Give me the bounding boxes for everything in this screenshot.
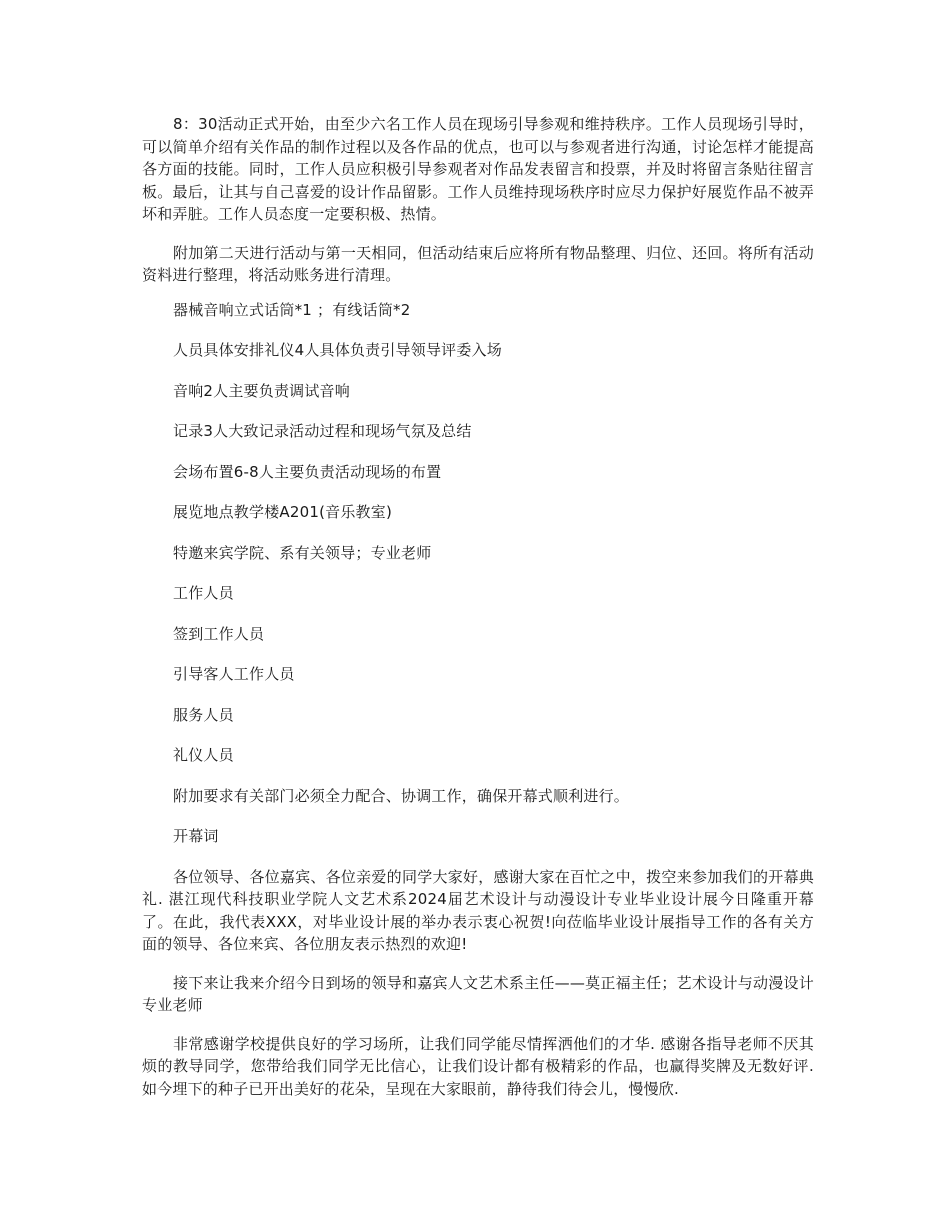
line-guide-staff: 引导客人工作人员 — [173, 665, 295, 683]
line-staff: 工作人员 — [173, 584, 234, 602]
line-venue-setup: 会场布置6-8人主要负责活动现场的布置 — [173, 462, 442, 481]
paragraph-speech-welcome: 各位领导、各位嘉宾、各位亲爱的同学大家好，感谢大家在百忙之中，拨空来参加我们的开幕典礼. 湛江现代科技职业学院人文艺术系2024届艺术设计与动漫设计专业毕业设计展今日隆重开幕了。在此，我代表XXX，对毕业设计展的举办表示衷心祝贺!向莅临毕业设计展指导工作的各有关方面的领导、各位来宾、各位朋友表示热烈的欢迎! — [142, 867, 814, 953]
line-signin-staff: 签到工作人员 — [173, 624, 265, 643]
paragraph-activity-start: 8：30活动正式开始，由至少六名工作人员在现场引导参观和维持秩序。工作人员现场引导时，可以简单介绍有关作品的制作过程以及各作品的优点，也可以与参观者进行沟通，讨论怎样才能提高各方面的技能。同时，工作人员应积极引导参观者对作品发表留言和投票，并及时将留言条贴往留言板。最后，让其与自己喜爱的设计作品留影。工作人员维持现场秩序时应尽力保护好展览作品不被弄坏和弄脏。工作人员态度一定要积极、热情。 — [142, 115, 814, 223]
line-audio-staff: 音响2人主要负责调试音响 — [173, 381, 350, 400]
document-body — [142, 113, 814, 1100]
line-etiquette-staff: 人员具体安排礼仪4人具体负责引导领导评委入场 — [173, 341, 502, 359]
line-equipment: 器械音响立式话筒*1 ；有线话筒*2 — [173, 300, 411, 319]
line-exhibition-location: 展览地点教学楼A201(音乐教室) — [173, 503, 392, 521]
line-record-staff: 记录3人大致记录活动过程和现场气氛及总结 — [173, 422, 472, 440]
line-etiquette-personnel: 礼仪人员 — [173, 746, 234, 764]
line-special-guests: 特邀来宾学院、系有关领导；专业老师 — [173, 543, 432, 562]
paragraph-speech-thanks: 非常感谢学校提供良好的学习场所，让我们同学能尽情挥洒他们的才华. 感谢各指导老师不厌其烦的教导同学，您带给我们同学无比信心，让我们设计都有极精彩的作品，也赢得奖牌及无数好评. 如今埋下的种子已开出美好的花朵，呈现在大家眼前，静待我们待会儿，慢慢欣. — [142, 1034, 814, 1098]
paragraph-second-day: 附加第二天进行活动与第一天相同，但活动结束后应将所有物品整理、归位、还回。将所有活动资料进行整理，将活动账务进行清理。 — [142, 243, 814, 284]
line-additional-requirements: 附加要求有关部门必须全力配合、协调工作，确保开幕式顺利进行。 — [173, 786, 630, 805]
line-service-staff: 服务人员 — [173, 705, 234, 724]
heading-opening-speech: 开幕词 — [173, 827, 219, 845]
paragraph-speech-introduce-guests: 接下来让我来介绍今日到场的领导和嘉宾人文艺术系主任——莫正福主任；艺术设计与动漫设计专业老师 — [142, 973, 814, 1014]
